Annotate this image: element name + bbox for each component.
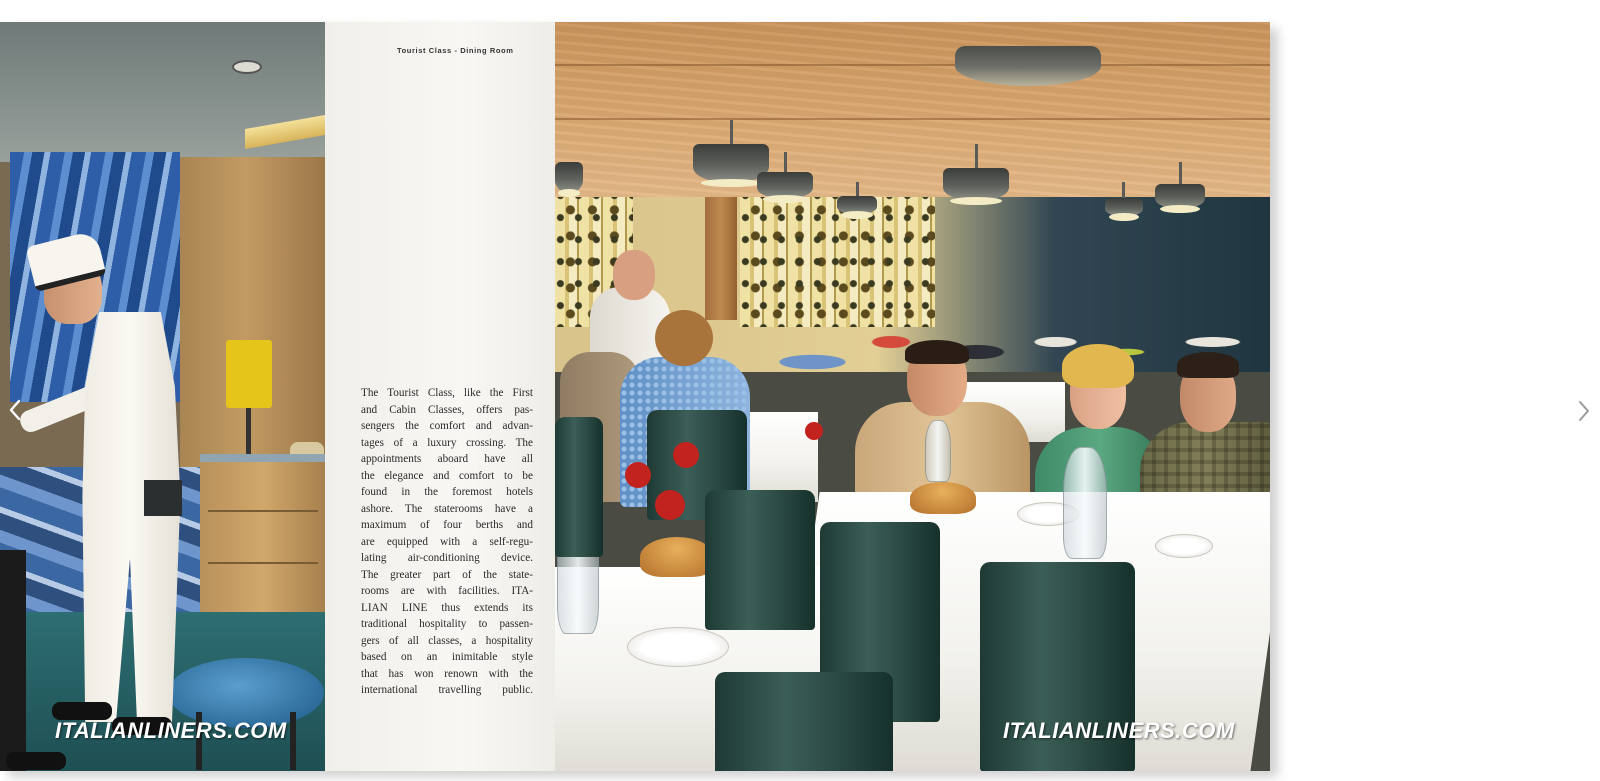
watermark-left: ITALIANLINERS.COM: [55, 718, 287, 743]
body-line: The Tourist Class, like the First: [361, 387, 533, 399]
chevron-right-icon: [1576, 399, 1592, 423]
stateroom-photo: [0, 22, 325, 771]
body-line: LIAN LINE thus extends its: [361, 601, 533, 614]
brochure-spread: [0, 22, 1270, 771]
body-line: sengers the comfort and advan-: [361, 420, 533, 432]
page-caption: Tourist Class - Dining Room: [397, 46, 514, 55]
dining-room-photo: [555, 22, 1270, 771]
next-page-button[interactable]: [1572, 396, 1596, 426]
body-line: and Cabin Classes, offers pas-: [361, 403, 533, 416]
watermark-right: ITALIANLINERS.COM: [1003, 718, 1235, 743]
text-page: [325, 22, 555, 771]
body-line: rooms are with facilities. ITA-: [361, 585, 533, 597]
body-line: are equipped with a self-regu-: [361, 535, 533, 548]
body-line: that has won renown with the: [361, 667, 533, 680]
prev-page-button[interactable]: [3, 395, 27, 425]
chevron-left-icon: [7, 398, 23, 422]
body-text: [361, 385, 533, 699]
body-line: lating air-conditioning device.: [361, 552, 533, 564]
body-line: appointments aboard have all: [361, 453, 533, 465]
body-line: maximum of four berths and: [361, 519, 533, 531]
body-line: the elegance and comfort to be: [361, 469, 533, 482]
body-line: The greater part of the state-: [361, 568, 533, 581]
body-line: international travelling public.: [361, 684, 533, 696]
body-line: gers of all classes, a hospitality: [361, 634, 533, 647]
body-line: traditional hospitality to passen-: [361, 618, 533, 630]
body-line: tages of a luxury crossing. The: [361, 436, 533, 449]
body-line: based on an inimitable style: [361, 651, 533, 663]
body-line: found in the foremost hotels: [361, 486, 533, 498]
body-line: ashore. The staterooms have a: [361, 502, 533, 515]
